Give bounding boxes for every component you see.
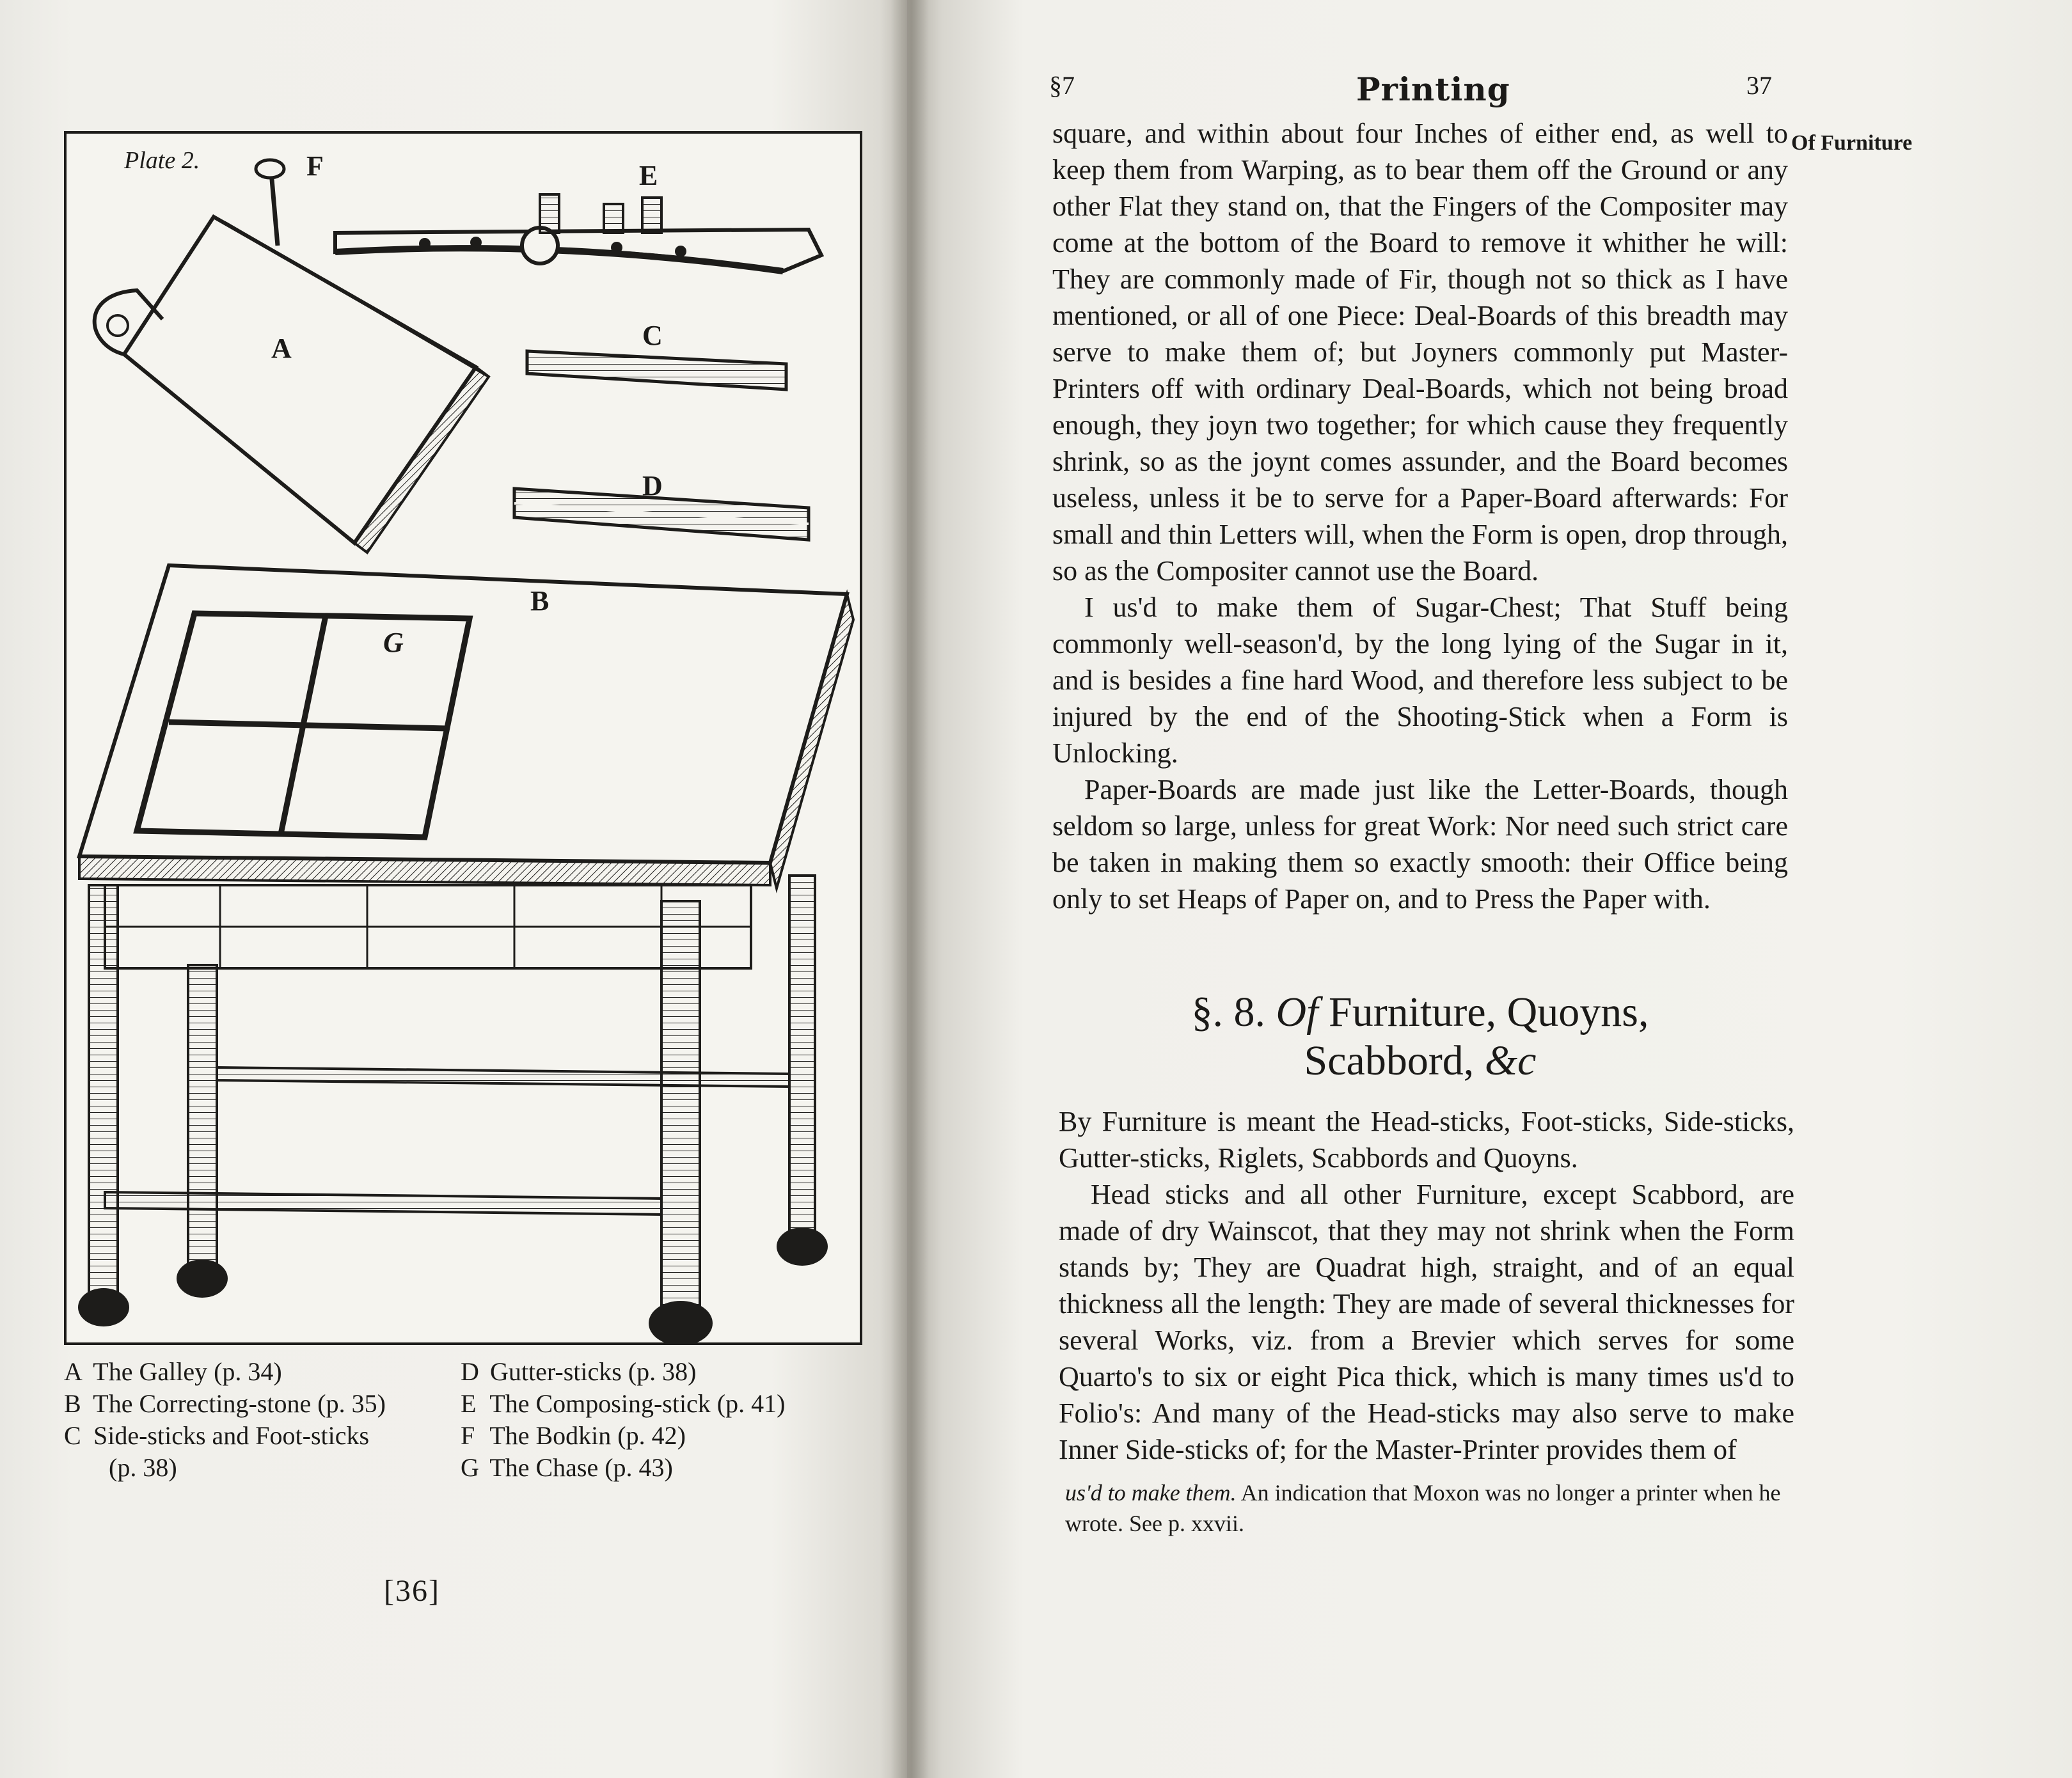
caption-column-left [64, 1356, 397, 1484]
caption-column-right [461, 1356, 870, 1484]
figure-letter-g: G [383, 627, 404, 658]
paragraph: By Furniture is meant the Head-sticks, Foot-sticks, Side-sticks, Gutter-sticks, Riglets, Scabbords and Quoyns. [1059, 1106, 1794, 1174]
caption-f: F The Bodkin (p. 42) [461, 1421, 686, 1450]
left-page [0, 0, 907, 1778]
figure-letter-c: C [642, 320, 663, 351]
book-gutter [890, 0, 929, 1778]
figure-letter-b: B [530, 585, 550, 617]
footnote-quote: us'd to make them. [1065, 1480, 1237, 1506]
running-head-title: Printing [1356, 70, 1510, 108]
engraving-drawing [67, 134, 860, 1342]
figure-letter-a: A [271, 333, 292, 364]
caption-b: B The Correcting-stone (p. 35) [64, 1389, 386, 1418]
page-number-left: [36] [384, 1574, 440, 1608]
figure-letter-d: D [642, 470, 663, 501]
paragraph: I us'd to make them of Sugar-Chest; That Stuff being commonly well-season'd, by the long lying of the Sugar in it, and is besides a fine hard Wood, and therefore less subject to be injured by the end of the Shooting-Stick when a Form is Unlocking. [1052, 592, 1788, 769]
correcting-stone-drawing [78, 565, 853, 1342]
paragraph: Head sticks and all other Furniture, except Scabbord, are made of dry Wainscot, that they may not shrink when the Form stands by; They are Quadrat high, straight, and of an equal thickness all the length: They are made of several thicknesses for several Works, viz. from a Brevier which serves for some Quarto's to six or eight Pica thick, which is many times us'd to Folio's: And many of the Head-sticks may also serve to make Inner Side-sticks of; for the Master-Printer provides them of [1059, 1179, 1794, 1465]
running-head-section: §7 [1049, 71, 1075, 100]
caption-g: G The Chase (p. 43) [461, 1453, 673, 1482]
section-heading [1049, 988, 1791, 1085]
section-heading-line-1: §. 8. Of Furniture, Quoyns, [1191, 989, 1649, 1035]
side-stick-drawing [527, 351, 786, 389]
caption-d: D Gutter-sticks (p. 38) [461, 1357, 697, 1386]
caption-e: E The Composing-stick (p. 41) [461, 1389, 786, 1418]
paragraph: square, and within about four Inches of either end, as well to keep them from Warping, as to bear them off the Ground or any other Flat they stand on, that the Fingers of the Compositer may come at the bottom of the Board to remove it whither he will: They are commonly made of Fir, though not so thick as I have mentioned, or all of one Piece: Deal-Boards of this breadth may serve to make them of; but Joyners commonly put Master-Printers off with ordinary Deal-Boards, which not being broad enough, they joyn two together; for which cause they frequently shrink, so as the joynt comes assunder, and the Board becomes useless, unless it be to serve for a Paper-Board afterwards: For small and thin Letters will, when the Form is open, drop through, so as the Compositer cannot use the Board. [1052, 118, 1788, 586]
page-number-right: 37 [1746, 71, 1772, 100]
body-text-lower [1059, 1103, 1794, 1468]
caption-c-continued: (p. 38) [109, 1453, 177, 1482]
section-heading-line-2: Scabbord, &c [1304, 1037, 1537, 1084]
galley-drawing [95, 217, 489, 553]
caption-a: A The Galley (p. 34) [64, 1357, 282, 1386]
figure-letter-f: F [306, 150, 324, 182]
footnote-text: An indication that Moxon was no longer a printer when he wrote. See p. xxvii. [1065, 1480, 1781, 1536]
footnote [1065, 1477, 1820, 1539]
plate-illustration [64, 131, 862, 1345]
figure-letter-e: E [639, 160, 658, 191]
bodkin-drawing [256, 160, 284, 246]
body-text-upper [1052, 115, 1788, 917]
composing-stick-drawing [335, 194, 821, 271]
caption-c: C Side-sticks and Foot-sticks [64, 1421, 370, 1450]
paragraph: Paper-Boards are made just like the Letter-Boards, though seldom so large, unless for great Work: Nor need such strict care be taken in making them so exactly smooth: their Office being only to set Heaps of Paper on, and to Press the Paper with. [1052, 774, 1788, 915]
margin-note: Of Furniture [1791, 131, 1913, 155]
plate-label: Plate 2. [124, 147, 200, 174]
